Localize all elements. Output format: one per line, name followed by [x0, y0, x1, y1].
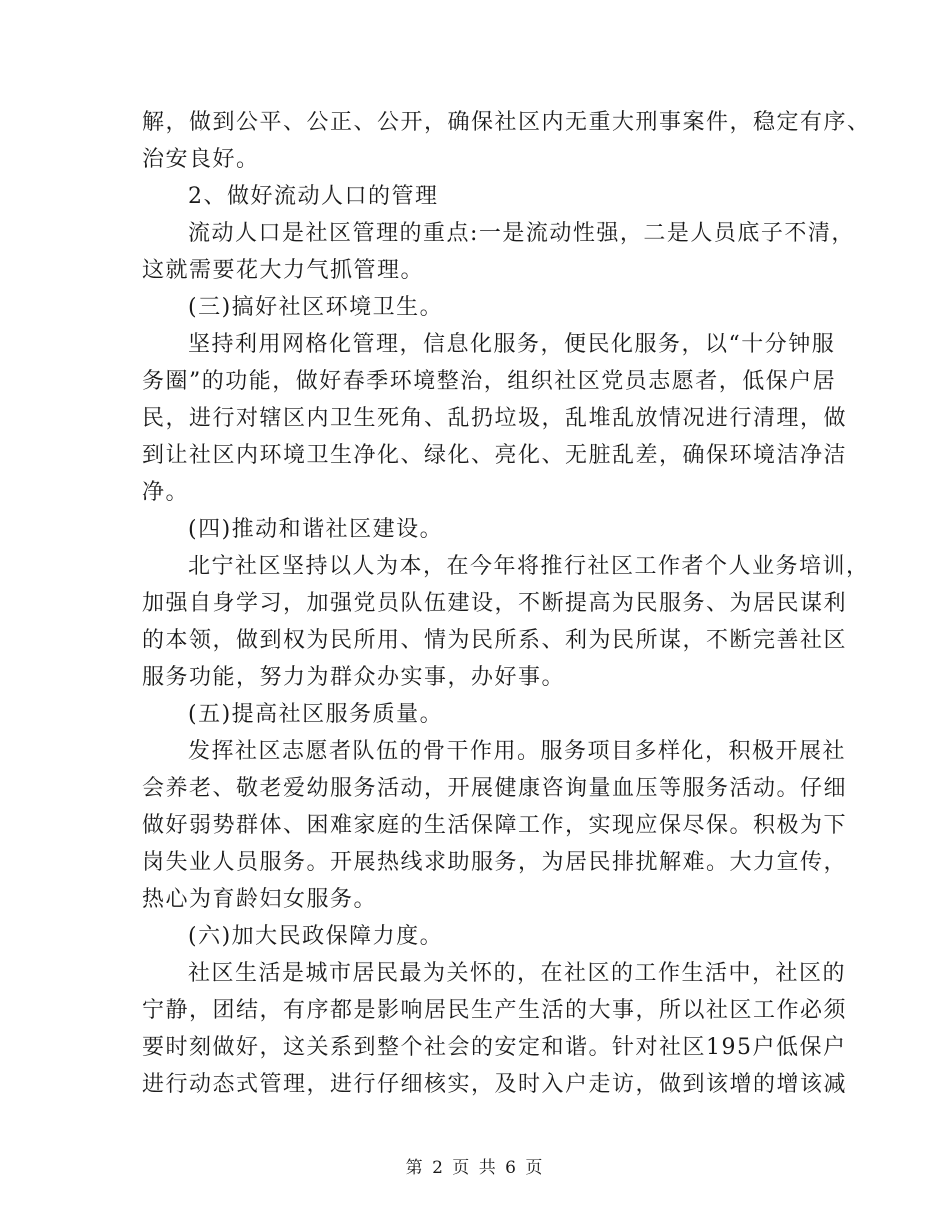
text-line: 净。 [142, 480, 190, 505]
text-line: 务圈”的功能，做好春季环境整治，组织社区党员志愿者，低保户居 [142, 369, 837, 394]
text-line: 到让社区内环境卫生净化、绿化、亮化、无脏乱差，确保环境洁净洁 [142, 443, 848, 468]
text-line: 岗失业人员服务。开展热线求助服务，为居民排扰解难。大力宣传， [142, 850, 848, 875]
text-line: 做好弱势群体、困难家庭的生活保障工作，实现应保尽保。积极为下 [142, 813, 848, 838]
text-line: 宁静，团结，有序都是影响居民生产生活的大事，所以社区工作必须 [142, 998, 848, 1023]
text-line: 社区生活是城市居民最为关怀的，在社区的工作生活中，社区的 [188, 961, 847, 986]
text-line: 热心为育龄妇女服务。 [142, 887, 378, 912]
text-line: 加强自身学习，加强党员队伍建设，不断提高为民服务、为居民谋利 [142, 591, 848, 616]
text-line: 进行动态式管理，进行仔细核实，及时入户走访，做到该增的增该减 [142, 1072, 848, 1097]
text-line: 服务功能，努力为群众办实事，办好事。 [142, 665, 566, 690]
page-number-footer: 第 2 页 共 6 页 [405, 1158, 545, 1178]
section-heading: (三)搞好社区环境卫生。 [188, 295, 444, 320]
text-line: 民，进行对辖区内卫生死角、乱扔垃圾，乱堆乱放情况进行清理，做 [142, 406, 848, 431]
section-heading: 2、做好流动人口的管理 [188, 184, 439, 209]
text-line: 北宁社区坚持以人为本，在今年将推行社区工作者个人业务培训， [188, 554, 870, 579]
text-line: 会养老、敬老爱幼服务活动，开展健康咨询量血压等服务活动。仔细 [142, 776, 848, 801]
text-line: 解，做到公平、公正、公开，确保社区内无重大刑事案件，稳定有序、 [142, 110, 871, 135]
text-line: 的本领，做到权为民所用、情为民所系、利为民所谋，不断完善社区 [142, 628, 848, 653]
text-line: 坚持利用网格化管理，信息化服务，便民化服务，以“十分钟服 [188, 332, 836, 357]
text-line: 流动人口是社区管理的重点:一是流动性强，二是人员底子不清， [188, 221, 855, 246]
text-line: 这就需要花大力气抓管理。 [142, 258, 425, 283]
section-heading: (六)加大民政保障力度。 [188, 924, 444, 949]
section-heading: (五)提高社区服务质量。 [188, 702, 444, 727]
text-line: 治安良好。 [142, 147, 260, 172]
text-line: 要时刻做好，这关系到整个社会的安定和谐。针对社区195户低保户 [142, 1035, 847, 1060]
section-heading: (四)推动和谐社区建设。 [188, 517, 444, 542]
text-line: 发挥社区志愿者队伍的骨干作用。服务项目多样化，积极开展社 [188, 739, 847, 764]
document-body [142, 104, 871, 1103]
